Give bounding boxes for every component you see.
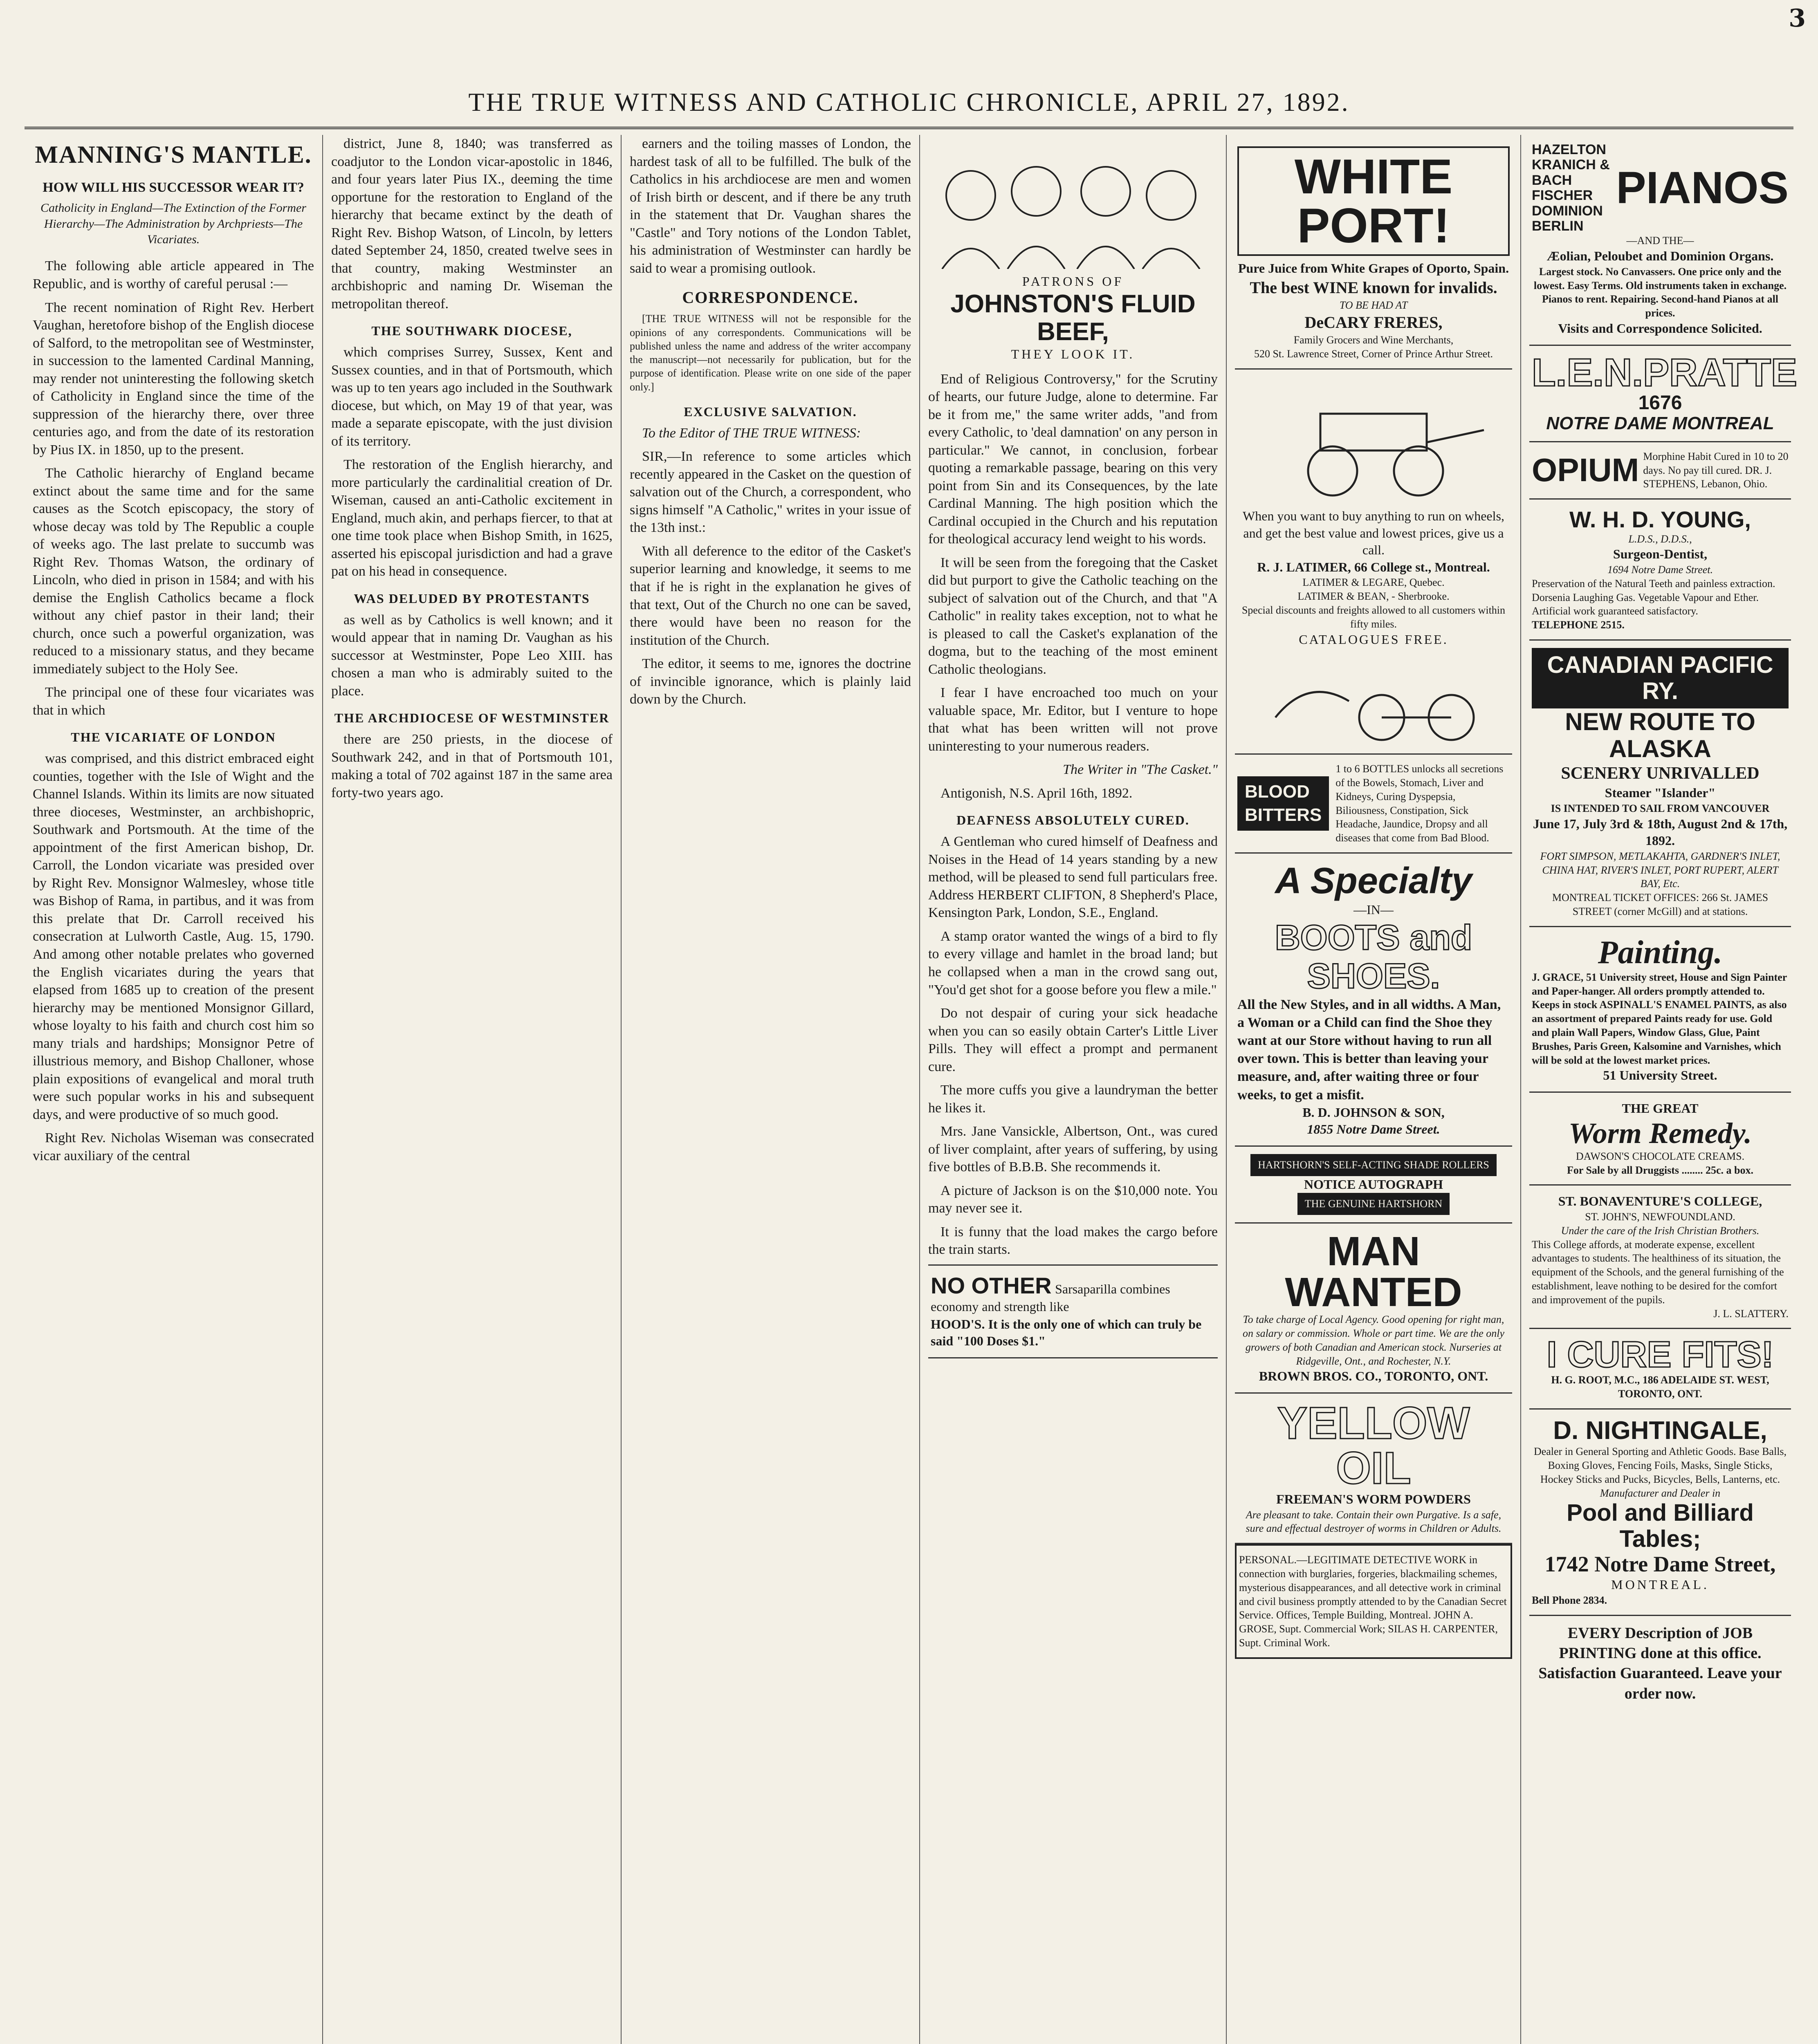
nightingale-name: D. NIGHTINGALE, bbox=[1553, 1416, 1767, 1445]
man-wanted-title: MAN WANTED bbox=[1285, 1228, 1462, 1316]
section-heading: THE SOUTHWARK DIOCESE, bbox=[371, 323, 572, 338]
college-ad bbox=[1529, 1186, 1791, 1329]
signature: The Writer in "The Casket." bbox=[1063, 762, 1218, 778]
boots-shoes-firm: B. D. JOHNSON & SON, bbox=[1302, 1105, 1445, 1120]
column-3 bbox=[622, 135, 920, 2044]
white-port-line: TO BE HAD AT bbox=[1339, 299, 1408, 311]
painting-ad bbox=[1529, 927, 1791, 1093]
detective-text: PERSONAL.—LEGITIMATE DETECTIVE WORK in connection with burglaries, forgeries, blackmailing schemes, mysterious disappearances, and all detective work in criminal and civil business promptly attended to by the Canadian Secret Service. Offices, Temple Building, Montreal. JOHN A. GROSE, Supt. Commercial Work; SILAS H. CARPENTER, Supt. Criminal Work. bbox=[1239, 1554, 1507, 1649]
boots-shoes-ad bbox=[1235, 854, 1512, 1147]
paragraph: The principal one of these four vicariates was that in which bbox=[33, 685, 314, 718]
column-6 bbox=[1521, 135, 1799, 2044]
job-printing-text: EVERY Description of JOB PRINTING done at this office. Satisfaction Guaranteed. Leave your order now. bbox=[1538, 1624, 1782, 1702]
latimer-text: When you want to buy anything to run on wheels, and get the best value and lowest prices, give us a call. bbox=[1243, 508, 1504, 558]
pratte-name: L.E.N.PRATTE bbox=[1532, 350, 1797, 394]
fits-ad bbox=[1529, 1329, 1791, 1410]
man-wanted-ad bbox=[1235, 1224, 1512, 1394]
cpr-scenery: SCENERY UNRIVALLED bbox=[1561, 764, 1760, 783]
paragraph: Do not despair of curing your sick headache when you can so easily obtain Carter's Little Liver Pills. They will effect a prompt and permanent cure. bbox=[928, 1006, 1218, 1074]
piano-maker: HAZELTON bbox=[1532, 142, 1606, 157]
column-2 bbox=[323, 135, 622, 2044]
latimer-note: Special discounts and freights allowed to all customers within fifty miles. bbox=[1241, 604, 1506, 630]
paragraph: which comprises Surrey, Sussex, Kent and Sussex counties, and in that of Portsmouth, which was up to ten years ago included in the Southwark diocese, but which, on May 19 of that year, was made a separate episcopate, with the just division of its territory. bbox=[331, 345, 613, 449]
yellow-oil-title: YELLOW OIL bbox=[1277, 1398, 1470, 1493]
hartshorn-ad bbox=[1235, 1147, 1512, 1224]
section-heading: THE ARCHDIOCESE OF WESTMINSTER bbox=[334, 710, 610, 726]
column-1 bbox=[25, 135, 323, 2044]
dateline: Antigonish, N.S. April 16th, 1892. bbox=[940, 785, 1133, 801]
paragraph: A Gentleman who cured himself of Deafness and Noises in the Head of 14 years standing by a new method, will be pleased to send full particulars free. Address HERBERT CLIFTON, 8 Shepherd's Place, Kensington Park, London, S.E., England. bbox=[928, 834, 1218, 921]
college-text: This College affords, at moderate expense, excellent advantages to students. The healthiness of its situation, the equipment of the Schools, and the general furnishing of the establishment, leave nothing to be desired for the comfort and improvement of the pupils. bbox=[1532, 1238, 1784, 1306]
specialty-line: A Specialty bbox=[1275, 860, 1472, 901]
white-port-line: The best WINE known for invalids. bbox=[1250, 278, 1497, 297]
fluid-beef-title: JOHNSTON'S FLUID BEEF, bbox=[950, 289, 1196, 346]
paragraph: The Catholic hierarchy of England became extinct about the same time and for the same causes as the Scotch episcopacy, the story of whose decay was told by The Republic a couple of weeks ago. The last prelate to succumb was Right Rev. Thomas Watson, the ordinary of Lincoln, who died in prison in 1584; and with his demise the English Catholics became a flock without any chief pastor in their land; their church, once such a powerful organization, was reduced to a missionary status, and they became immediately subject to the Holy See. bbox=[33, 466, 314, 677]
pratte-address: NOTRE DAME MONTREAL bbox=[1546, 413, 1774, 434]
hartshorn-line: HARTSHORN'S SELF-ACTING SHADE ROLLERS bbox=[1250, 1154, 1497, 1176]
paragraph: It is funny that the load makes the cargo before the train starts. bbox=[928, 1224, 1218, 1257]
pianos-and-the: —AND THE— bbox=[1626, 235, 1694, 247]
hoods-no-other: NO OTHER bbox=[931, 1272, 1052, 1298]
article-subhead: HOW WILL HIS SUCCESSOR WEAR IT? bbox=[43, 179, 304, 195]
blood-bitters-label: BLOOD BITTERS bbox=[1237, 776, 1329, 831]
rake-illustration bbox=[1259, 652, 1488, 742]
dentist-address: 1694 Notre Dame Street. bbox=[1607, 564, 1713, 576]
correspondence-heading: CORRESPONDENCE. bbox=[682, 288, 859, 307]
worm-powders: FREEMAN'S WORM POWDERS bbox=[1276, 1491, 1471, 1506]
white-port-title: WHITE PORT! bbox=[1294, 149, 1453, 253]
opium-ad bbox=[1529, 442, 1791, 500]
article-deck: Catholicity in England—The Extinction of the Former Hierarchy—The Administration by Archpriests—The Vicariates. bbox=[40, 201, 306, 247]
latimer-branch: LATIMER & LEGARE, Quebec. bbox=[1302, 576, 1445, 589]
nightingale-ad bbox=[1529, 1410, 1791, 1616]
letter-salutation: To the Editor of THE TRUE WITNESS: bbox=[642, 425, 861, 441]
job-printing-ad bbox=[1529, 1616, 1791, 1712]
latimer-catalogue: CATALOGUES FREE. bbox=[1299, 632, 1448, 647]
latimer-wagon-ad bbox=[1235, 370, 1512, 755]
paragraph: Mrs. Jane Vansickle, Albertson, Ont., was cured of liver complaint, after years of suffering, by using five bottles of B.B.B. She recommends it. bbox=[928, 1124, 1218, 1175]
paragraph: A stamp orator wanted the wings of a bird to fly to every village and hamlet in the broad land; but he collapsed when a man in the crowd sang out, "You'd get shot for a goose before you flew a mile." bbox=[928, 928, 1218, 997]
nightingale-city: MONTREAL. bbox=[1611, 1577, 1709, 1592]
paragraph: A picture of Jackson is on the $10,000 note. You may never see it. bbox=[928, 1183, 1218, 1216]
detective-ad bbox=[1235, 1544, 1512, 1659]
piano-maker: DOMINION bbox=[1532, 203, 1603, 219]
college-signer: J. L. SLATTERY. bbox=[1713, 1307, 1789, 1320]
pianos-title: PIANOS bbox=[1616, 163, 1789, 213]
pratte-year: 1676 bbox=[1638, 392, 1682, 414]
piano-maker: KRANICH & BACH bbox=[1532, 157, 1610, 188]
blood-bitters-ad bbox=[1235, 755, 1512, 854]
masthead: THE TRUE WITNESS AND CATHOLIC CHRONICLE, APRIL 27, 1892. bbox=[25, 78, 1793, 129]
paragraph: End of Religious Controversy," for the Scrutiny of hearts, our future Judge, alone to determine. Far be it from me," the same writer adds, "and from every Catholic, to 'deal damnation' on any person in particular." We cannot, in conclusion, forbear quoting a remarkable passage, bearing on this very point from Sin and its Consequences, by the late Cardinal Manning. The high position which the Cardinal occupied in the Church and his reputation for theological accuracy lend weight to his words. bbox=[928, 371, 1218, 547]
pianos-organs: Æolian, Peloubet and Dominion Organs. bbox=[1546, 249, 1774, 264]
college-place: ST. JOHN'S, NEWFOUNDLAND. bbox=[1585, 1210, 1735, 1223]
section-heading: THE VICARIATE OF LONDON bbox=[71, 730, 276, 745]
latimer-firm: R. J. LATIMER, 66 College st., Montreal. bbox=[1257, 559, 1490, 574]
worm-great: THE GREAT bbox=[1622, 1100, 1699, 1116]
section-heading: WAS DELUDED BY PROTESTANTS bbox=[354, 591, 590, 606]
boots-shoes-title: BOOTS and SHOES. bbox=[1275, 918, 1472, 996]
dentist-ad bbox=[1529, 500, 1791, 641]
paragraph: It will be seen from the foregoing that the Casket did but purport to give the Catholic teaching on the subject of salvation out of the Church, and that "A Catholic" in reality takes exception, not to what he is pleased to call the Casket's explanation of the dogma, but to the teaching of the most eminent Catholic theologians. bbox=[928, 555, 1218, 677]
paragraph: Right Rev. Nicholas Wiseman was consecrated vicar auxiliary of the central bbox=[33, 1130, 314, 1163]
white-port-seller-desc: Family Grocers and Wine Merchants, bbox=[1293, 334, 1454, 346]
pianos-visits: Visits and Correspondence Solicited. bbox=[1558, 320, 1762, 336]
paragraph: district, June 8, 1840; was transferred as coadjutor to the London vicar-apostolic in 1846, and four years later Pius IX., deeming the time opportune for the restoration to England of the hierarchy that became extinct by the death of Right Rev. Bishop Watson, of Lincoln, by letters dated September 24, 1850, created twelve sees in that country, making Westminster an archbishopric and naming Dr. Wiseman the metropolitan thereof. bbox=[331, 136, 613, 312]
paragraph: The following able article appeared in The Republic, and is worthy of careful perusal :— bbox=[33, 258, 314, 291]
johnstons-fluid-beef-ad bbox=[928, 135, 1218, 370]
dentist-title: Surgeon-Dentist, bbox=[1613, 547, 1708, 562]
page-number: 3 bbox=[1789, 4, 1806, 33]
paragraph: The editor, it seems to me, ignores the doctrine of invincible ignorance, which is plainly laid down by the Church. bbox=[630, 656, 911, 707]
paragraph: I fear I have encroached too much on your valuable space, Mr. Editor, but I venture to hope that what has been written will not prove uninteresting to your numerous readers. bbox=[928, 685, 1218, 754]
paragraph: SIR,—In reference to some articles which recently appeared in the Casket on the question of salvation out of the Church, a correspondent, who signs himself "A Catholic," writes in your issue of the 13th inst.: bbox=[630, 449, 911, 536]
paragraph: as well as by Catholics is well known; and it would appear that in naming Dr. Vaughan as his successor at Westminster, Pope Leo XIII. has chosen a man who is admirably suited to the place. bbox=[331, 612, 613, 699]
editor-note: [THE TRUE WITNESS will not be responsible for the opinions of any correspondents. Communications will be published unless the name and address of the writer accompany the manuscript—not necessarily for publication, but for the purpose of identification. Please write on one side of the paper only.] bbox=[630, 313, 911, 393]
white-port-ad bbox=[1235, 135, 1512, 370]
worm-title: Worm Remedy. bbox=[1569, 1116, 1752, 1150]
latimer-branch: LATIMER & BEAN, - Sherbrooke. bbox=[1297, 590, 1450, 603]
nightingale-address: 1742 Notre Dame Street, bbox=[1544, 1551, 1776, 1576]
letter-heading: EXCLUSIVE SALVATION. bbox=[684, 404, 857, 419]
yellow-oil-ad bbox=[1235, 1394, 1512, 1544]
column-4 bbox=[920, 135, 1227, 2044]
paragraph: With all deference to the editor of the Casket's superior learning and knowledge, it seems to me that if he is right in the explanation he gives of that text, Out of the Church no one can be saved, there would have been no reason for the institution of the Church. bbox=[630, 543, 911, 648]
dentist-degrees: L.D.S., D.D.S., bbox=[1628, 533, 1692, 545]
painting-title: Painting. bbox=[1598, 934, 1723, 970]
cpr-route: NEW ROUTE TO ALASKA bbox=[1565, 708, 1755, 762]
look-it-line: THEY LOOK IT. bbox=[1011, 346, 1135, 361]
cpr-dates: June 17, July 3rd & 18th, August 2nd & 17th, 1892. bbox=[1533, 816, 1788, 848]
specialty-in: —IN— bbox=[1353, 902, 1394, 917]
painting-text: J. GRACE, 51 University street, House and Sign Painter and Paper-hanger. All orders promptly attended to. Keeps in stock ASPINALL'S ENAMEL PAINTS, as also an assortment of prepared Paints ready for use. Gold and plain Wall Papers, Window Glass, Glue, Paint Brushes, Paris Green, Kalsomine and Varnishes, which will be sold at the lowest market prices. bbox=[1532, 971, 1787, 1066]
pianos-ad bbox=[1529, 135, 1791, 346]
cpr-ad bbox=[1529, 641, 1791, 927]
column-5 bbox=[1227, 135, 1521, 2044]
hoods-text-2: HOOD'S. It is the only one of which can truly be said "100 Doses $1." bbox=[931, 1316, 1202, 1349]
college-title: ST. BONAVENTURE'S COLLEGE, bbox=[1558, 1194, 1762, 1209]
white-port-seller: DeCARY FRERES, bbox=[1304, 313, 1443, 332]
wagon-illustration bbox=[1259, 381, 1488, 504]
article-headline: MANNING'S MANTLE. bbox=[35, 141, 312, 168]
cpr-ports: FORT SIMPSON, METLAKAHTA, GARDNER'S INLET, CHINA HAT, RIVER'S INLET, PORT RUPERT, ALERT BAY, Etc. bbox=[1540, 850, 1780, 890]
paragraph: The recent nomination of Right Rev. Herbert Vaughan, heretofore bishop of the English diocese of Salford, to the metropolitan see of Westminster, in succession to the lamented Cardinal Manning, may render not uninteresting the following sketch of Catholicity in England since the time of the suppression of the hierarchy there, over three centuries ago, and from the date of its restoration by Pius IX. in 1850, up to the present. bbox=[33, 300, 314, 457]
piano-maker: BERLIN bbox=[1532, 218, 1584, 234]
white-port-line: Pure Juice from White Grapes of Oporto, Spain. bbox=[1238, 261, 1509, 276]
paragraph: was comprised, and this district embraced eight counties, together with the Isle of Wight and the Channel Islands. Within its limits are now situated three dioceses, Westminster, an archbishopric, Southwark and Portsmouth. At the time of the appointment of the first American bishop, Dr. Carroll, the London vicariate was presided over by Right Rev. Monsignor Walmesley, whose title was Bishop of Rama, in partibus, and it was from this prelate that Dr. Carroll received his consecration at Lulworth Castle, Aug. 15, 1790. And among other notable prelates who governed the English vicariates during the years that elapsed from 1685 up to creation of the present hierarchy may be mentioned Monsignor Gillard, whose loyalty to his faith and church cost him so many trials and hardships; Monsignor Petre of illustrious memory, and Bishop Challoner, whose plain expositions of evangelical and moral truth were such popular works in his and subsequent days, and were productive of so much good. bbox=[33, 751, 314, 1122]
hartshorn-genuine: THE GENUINE HARTSHORN bbox=[1297, 1193, 1450, 1215]
man-wanted-text: To take charge of Local Agency. Good opening for right man, on salary or commission. Whole or part time. We are the only growers of both Canadian and American stock. Nurseries at Ridgeville, Ont., and Rochester, N.Y. bbox=[1242, 1313, 1505, 1367]
pratte-ad bbox=[1529, 346, 1797, 442]
patrons-line: PATRONS OF bbox=[1022, 274, 1124, 289]
hoods-ad bbox=[928, 1264, 1218, 1358]
paragraph: The more cuffs you give a laundryman the better he likes it. bbox=[928, 1083, 1218, 1116]
paragraph: there are 250 priests, in the diocese of Southwark 242, and in that of Portsmouth 101, making a total of 702 against 187 in the same area forty-two years ago. bbox=[331, 732, 613, 800]
fits-title: I CURE FITS! bbox=[1546, 1334, 1774, 1376]
hoods-text: Sarsaparilla combines economy and strength like bbox=[931, 1281, 1170, 1314]
man-wanted-firm: BROWN BROS. CO., TORONTO, ONT. bbox=[1259, 1369, 1488, 1384]
fits-firm: H. G. ROOT, M.C., 186 ADELAIDE ST. WEST, TORONTO, ONT. bbox=[1551, 1374, 1769, 1400]
blood-bitters-text: 1 to 6 BOTTLES unlocks all secretions of the Bowels, Stomach, Liver and Kidneys, Curing Dyspepsia, Biliousness, Constipation, Sick Headache, Jaundice, Dropsy and all diseases that come from Bad Blood. bbox=[1335, 763, 1504, 844]
college-direction: Under the care of the Irish Christian Brothers. bbox=[1561, 1224, 1760, 1237]
boots-shoes-address: 1855 Notre Dame Street. bbox=[1307, 1122, 1440, 1137]
opium-title: OPIUM bbox=[1532, 452, 1639, 489]
children-illustration bbox=[934, 146, 1212, 269]
dentist-text: Preservation of the Natural Teeth and painless extraction. Dorsenia Laughing Gas. Vegetable Vapour and Ether. Artificial work guaranteed satisfactory. bbox=[1532, 577, 1775, 617]
pianos-text: Largest stock. No Canvassers. One price only and the lowest. Easy Terms. Old instruments taken in exchange. Pianos to rent. Repairing. Second-hand Pianos at all prices. bbox=[1533, 265, 1787, 319]
dentist-phone: TELEPHONE 2515. bbox=[1532, 619, 1625, 631]
dentist-name: W. H. D. YOUNG, bbox=[1569, 507, 1751, 533]
boots-shoes-text: All the New Styles, and in all widths. A Man, a Woman or a Child can find the Shoe they want at our Store without having to run all over town. This is better than leaving your measure, and, after waiting three or four weeks, to get a misfit. bbox=[1237, 997, 1501, 1103]
hartshorn-notice: NOTICE AUTOGRAPH bbox=[1304, 1177, 1443, 1192]
painting-address: 51 University Street. bbox=[1603, 1068, 1717, 1083]
nightingale-phone: Bell Phone 2834. bbox=[1532, 1594, 1607, 1606]
nightingale-tables: Pool and Billiard Tables; bbox=[1567, 1499, 1754, 1553]
worm-creams: DAWSON'S CHOCOLATE CREAMS. bbox=[1576, 1150, 1745, 1162]
white-port-address: 520 St. Lawrence Street, Corner of Prince Arthur Street. bbox=[1254, 348, 1493, 360]
paragraph: The restoration of the English hierarchy, and more particularly the cardinalitial creation of Dr. Wiseman, caused an anti-Catholic excitement in England, much akin, and perhaps fiercer, to that at one time took place when Bishop Smith, in 1625, asserted his episcopal jurisdiction and had a grave pat on his head in consequence. bbox=[331, 457, 613, 579]
worm-remedy-ad bbox=[1529, 1093, 1791, 1186]
opium-text: Morphine Habit Cured in 10 to 20 days. No pay till cured. DR. J. STEPHENS, Lebanon, Ohio. bbox=[1643, 450, 1789, 490]
cpr-intended: IS INTENDED TO SAIL FROM VANCOUVER bbox=[1551, 802, 1770, 814]
piano-maker: FISCHER bbox=[1532, 188, 1593, 204]
cpr-steamer: Steamer "Islander" bbox=[1605, 785, 1716, 800]
nightingale-text: Dealer in General Sporting and Athletic Goods. Base Balls, Boxing Gloves, Fencing Foils, Masks, Single Sticks, Hockey Sticks and Pucks, Bicycles, Bells, Lanterns, etc. bbox=[1533, 1446, 1787, 1485]
worm-price: For Sale by all Druggists ........ 25c. a box. bbox=[1567, 1164, 1753, 1176]
cpr-office: MONTREAL TICKET OFFICES: 266 St. JAMES STREET (corner McGill) and at stations. bbox=[1552, 892, 1769, 918]
deafness-heading: DEAFNESS ABSOLUTELY CURED. bbox=[956, 813, 1190, 828]
nightingale-maker: Manufacturer and Dealer in bbox=[1600, 1487, 1721, 1499]
paragraph: earners and the toiling masses of London, the hardest task of all to be fulfilled. The bulk of the Catholics in his archdiocese are men and women of Irish birth or descent, and if there be any truth in the statement that Dr. Vaughan shares the "Castle" and Tory notions of the London Tablet, his administration of Westminster can hardly be said to wear a promising outlook. bbox=[630, 136, 911, 276]
cpr-logo: CANADIAN PACIFIC RY. bbox=[1532, 648, 1789, 708]
worm-powders-text: Are pleasant to take. Contain their own Purgative. Is a safe, sure and effectual destroyer of worms in Children or Adults. bbox=[1246, 1508, 1502, 1535]
